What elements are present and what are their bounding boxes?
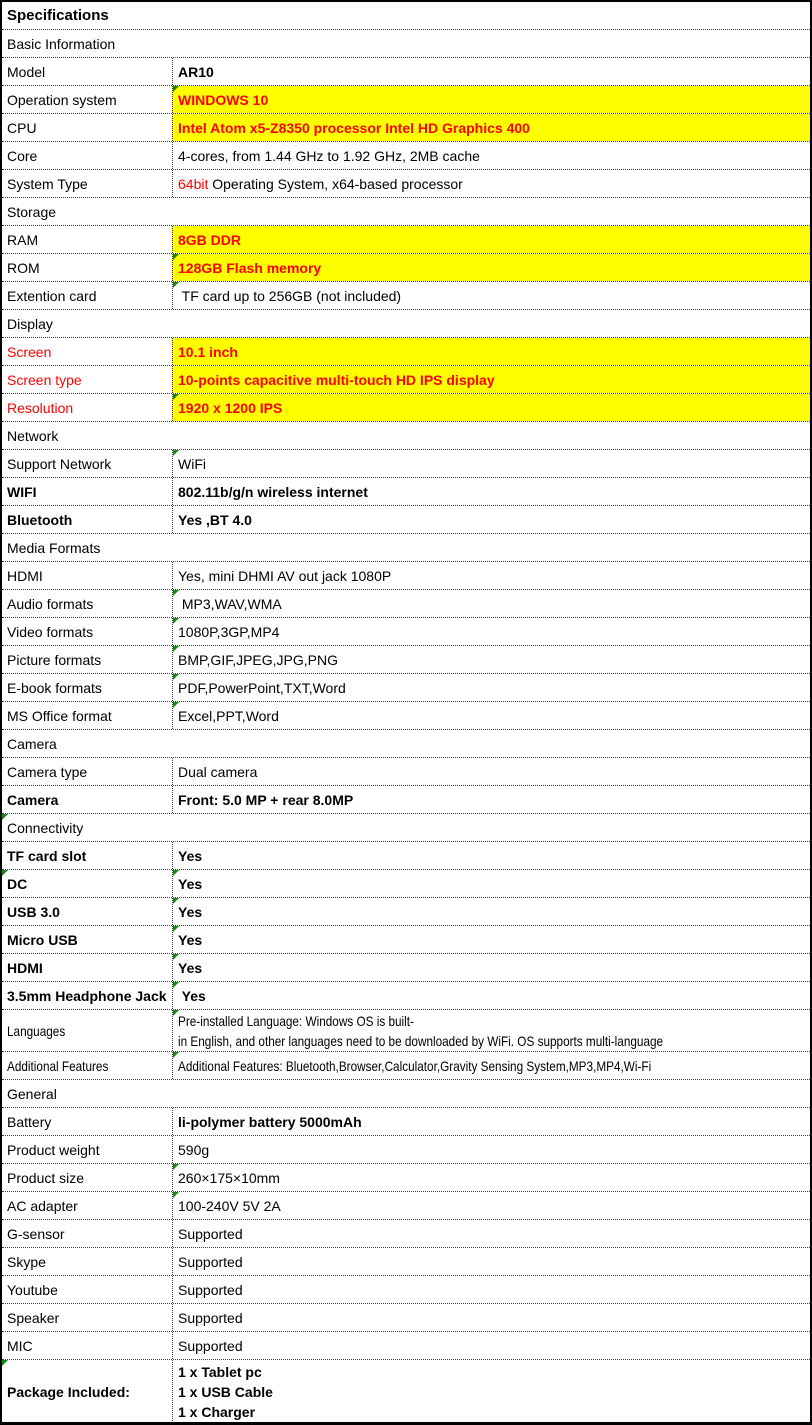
label-text: Camera — [7, 791, 59, 808]
value-text: AR10 — [178, 63, 214, 80]
value-text: 802.11b/g/n wireless internet — [178, 483, 368, 500]
section-row-connectivity — [2, 814, 810, 842]
label-cell-screen — [2, 338, 172, 365]
value-cell-core — [172, 142, 810, 169]
section-row-basic-information — [2, 30, 810, 58]
label-cell-wifi — [2, 478, 172, 505]
label-text: Camera — [7, 735, 57, 752]
label-text: Audio formats — [7, 595, 94, 612]
value-text: TF card up to 256GB (not included) — [178, 287, 402, 304]
label-text: Display — [7, 315, 53, 332]
value-cell-wifi — [172, 478, 810, 505]
label-cell-skype — [2, 1248, 172, 1275]
label-text: Model — [7, 63, 46, 80]
label-cell-audio-formats — [2, 590, 172, 617]
label-text: Resolution — [7, 399, 74, 416]
label-text: Specifications — [7, 7, 109, 24]
value-text: WINDOWS 10 — [178, 91, 269, 108]
value-text: 100-240V 5V 2A — [178, 1197, 281, 1214]
value-text: Pre-installed Language: Windows OS is built- — [178, 1012, 414, 1029]
value-cell-package-included — [172, 1360, 810, 1423]
label-cell-cpu — [2, 114, 172, 141]
value-text: 260×175×10mm — [178, 1169, 280, 1186]
label-text: USB 3.0 — [7, 903, 60, 920]
value-cell-ram — [172, 226, 810, 253]
value-cell-extention-card — [172, 282, 810, 309]
spec-row-languages — [2, 1010, 810, 1052]
spec-row-package-included — [2, 1360, 810, 1424]
value-cell-support-network — [172, 450, 810, 477]
value-text: Supported — [178, 1309, 243, 1326]
label-text: Operation system — [7, 91, 117, 108]
label-cell-screen-type — [2, 366, 172, 393]
label-text: Screen — [7, 343, 52, 360]
label-text: Battery — [7, 1113, 52, 1130]
label-text: MIC — [7, 1337, 33, 1354]
value-text: 128GB Flash memory — [178, 259, 322, 276]
label-text: RAM — [7, 231, 39, 248]
value-text: Supported — [178, 1337, 243, 1354]
value-text: 10-points capacitive multi-touch HD IPS display — [178, 371, 495, 388]
label-text: TF card slot — [7, 847, 87, 864]
value-text-part: 64bit — [178, 175, 209, 192]
value-text-part: Operating System, x64-based processor — [208, 175, 463, 192]
label-text: MS Office format — [7, 707, 112, 724]
label-cell-battery — [2, 1108, 172, 1135]
label-cell-ac-adapter — [2, 1192, 172, 1219]
value-cell-e-book-formats — [172, 674, 810, 701]
value-cell-usb-3-0 — [172, 898, 810, 925]
spec-row-product-size — [2, 1164, 810, 1192]
label-cell-languages — [2, 1010, 172, 1051]
value-text: 10.1 inch — [178, 343, 238, 360]
label-cell-extention-card — [2, 282, 172, 309]
value-cell-speaker — [172, 1304, 810, 1331]
label-cell-g-sensor — [2, 1220, 172, 1247]
section-row-display — [2, 310, 810, 338]
spec-row-video-formats — [2, 618, 810, 646]
label-cell-hdmi — [2, 562, 172, 589]
label-text: Video formats — [7, 623, 94, 640]
value-line — [178, 1402, 255, 1422]
label-cell-rom — [2, 254, 172, 281]
spec-row-g-sensor — [2, 1220, 810, 1248]
value-text: Yes — [178, 959, 203, 976]
spec-row-usb-3-0 — [2, 898, 810, 926]
label-text: Product size — [7, 1169, 85, 1186]
spec-row-screen-type — [2, 366, 810, 394]
label-text: Package Included: — [7, 1383, 130, 1400]
value-text: 4-cores, from 1.44 GHz to 1.92 GHz, 2MB cache — [178, 147, 480, 164]
label-text: Additional Features — [7, 1057, 109, 1074]
label-cell-hdmi — [2, 954, 172, 981]
section-row-media-formats — [2, 534, 810, 562]
label-text: Camera type — [7, 763, 88, 780]
label-cell-dc — [2, 870, 172, 897]
label-text: Speaker — [7, 1309, 60, 1326]
spec-row-system-type — [2, 170, 810, 198]
label-cell-connectivity — [2, 814, 810, 841]
value-cell-g-sensor — [172, 1220, 810, 1247]
value-cell-screen — [172, 338, 810, 365]
label-cell-additional-features — [2, 1052, 172, 1079]
title-row-specifications — [2, 2, 810, 30]
label-text: Languages — [7, 1022, 66, 1039]
label-cell-speaker — [2, 1304, 172, 1331]
spec-row-product-weight — [2, 1136, 810, 1164]
value-text: 1 x Charger — [178, 1403, 256, 1420]
value-line — [178, 1031, 755, 1051]
label-text: Skype — [7, 1253, 46, 1270]
label-cell-camera — [2, 786, 172, 813]
spec-row-ms-office-format — [2, 702, 810, 730]
label-text: Basic Information — [7, 35, 116, 52]
label-cell-youtube — [2, 1276, 172, 1303]
spec-row-3-5mm-headphone-jack — [2, 982, 810, 1010]
value-cell-youtube — [172, 1276, 810, 1303]
value-cell-model — [172, 58, 810, 85]
label-cell-picture-formats — [2, 646, 172, 673]
value-text: BMP,GIF,JPEG,JPG,PNG — [178, 651, 339, 668]
value-cell-3-5mm-headphone-jack — [172, 982, 810, 1009]
label-cell-product-weight — [2, 1136, 172, 1163]
label-cell-mic — [2, 1332, 172, 1359]
spec-row-ac-adapter — [2, 1192, 810, 1220]
spec-row-model — [2, 58, 810, 86]
label-cell-network — [2, 422, 810, 449]
spec-row-operation-system — [2, 86, 810, 114]
value-text: MP3,WAV,WMA — [178, 595, 282, 612]
value-text: Yes — [178, 875, 203, 892]
label-text: Picture formats — [7, 651, 102, 668]
value-cell-camera-type — [172, 758, 810, 785]
value-text: Supported — [178, 1225, 243, 1242]
label-text: ROM — [7, 259, 40, 276]
spec-row-camera-type — [2, 758, 810, 786]
spec-row-ram — [2, 226, 810, 254]
spec-row-battery — [2, 1108, 810, 1136]
value-text: 1 x USB Cable — [178, 1383, 273, 1400]
value-cell-mic — [172, 1332, 810, 1359]
label-text: E-book formats — [7, 679, 102, 696]
value-cell-ac-adapter — [172, 1192, 810, 1219]
spec-row-extention-card — [2, 282, 810, 310]
label-cell-media-formats — [2, 534, 810, 561]
label-cell-model — [2, 58, 172, 85]
label-text: Network — [7, 427, 59, 444]
label-text: CPU — [7, 119, 37, 136]
spec-row-speaker — [2, 1304, 810, 1332]
value-cell-rom — [172, 254, 810, 281]
spec-row-skype — [2, 1248, 810, 1276]
spec-row-wifi — [2, 478, 810, 506]
label-text: General — [7, 1085, 57, 1102]
value-cell-skype — [172, 1248, 810, 1275]
value-text: 8GB DDR — [178, 231, 242, 248]
value-text: li-polymer battery 5000mAh — [178, 1113, 362, 1130]
value-cell-picture-formats — [172, 646, 810, 673]
value-text: Excel,PPT,Word — [178, 707, 279, 724]
value-text: 590g — [178, 1141, 210, 1158]
value-line — [178, 1011, 459, 1031]
label-cell-micro-usb — [2, 926, 172, 953]
spec-row-dc — [2, 870, 810, 898]
label-cell-display — [2, 310, 810, 337]
value-text: Yes, mini DHMI AV out jack 1080P — [178, 567, 392, 584]
value-text: PDF,PowerPoint,TXT,Word — [178, 679, 346, 696]
page-title — [2, 2, 810, 29]
value-cell-product-size — [172, 1164, 810, 1191]
label-cell-support-network — [2, 450, 172, 477]
value-text: 1080P,3GP,MP4 — [178, 623, 280, 640]
label-text: Media Formats — [7, 539, 101, 556]
spec-row-mic — [2, 1332, 810, 1360]
label-cell-basic-information — [2, 30, 810, 57]
spec-row-hdmi — [2, 562, 810, 590]
label-text: HDMI — [7, 959, 43, 976]
label-text: Extention card — [7, 287, 97, 304]
spec-row-youtube — [2, 1276, 810, 1304]
label-cell-video-formats — [2, 618, 172, 645]
label-cell-operation-system — [2, 86, 172, 113]
spec-row-camera — [2, 786, 810, 814]
label-text: DC — [7, 875, 28, 892]
value-cell-ms-office-format — [172, 702, 810, 729]
label-cell-tf-card-slot — [2, 842, 172, 869]
label-cell-package-included — [2, 1360, 172, 1423]
value-cell-hdmi — [172, 954, 810, 981]
label-text: HDMI — [7, 567, 43, 584]
spec-row-bluetooth — [2, 506, 810, 534]
value-cell-dc — [172, 870, 810, 897]
value-text: Yes — [178, 903, 203, 920]
label-text: G-sensor — [7, 1225, 65, 1242]
value-text: Yes — [178, 931, 203, 948]
spec-row-micro-usb — [2, 926, 810, 954]
spec-row-hdmi — [2, 954, 810, 982]
label-cell-storage — [2, 198, 810, 225]
value-text: Intel Atom x5-Z8350 processor Intel HD Graphics 400 — [178, 119, 530, 136]
value-cell-audio-formats — [172, 590, 810, 617]
value-cell-hdmi — [172, 562, 810, 589]
label-text: Core — [7, 147, 38, 164]
value-cell-screen-type — [172, 366, 810, 393]
value-cell-cpu — [172, 114, 810, 141]
value-text: Yes — [178, 847, 203, 864]
label-cell-usb-3-0 — [2, 898, 172, 925]
value-line — [178, 1382, 273, 1402]
value-cell-video-formats — [172, 618, 810, 645]
label-text: Storage — [7, 203, 57, 220]
value-text: Yes ,BT 4.0 — [178, 511, 252, 528]
label-cell-ms-office-format — [2, 702, 172, 729]
label-cell-ram — [2, 226, 172, 253]
value-cell-languages — [172, 1010, 810, 1051]
value-line — [178, 1362, 262, 1382]
value-text: Dual camera — [178, 763, 258, 780]
value-text: 1920 x 1200 IPS — [178, 399, 283, 416]
value-cell-resolution — [172, 394, 810, 421]
label-text: Bluetooth — [7, 511, 73, 528]
section-row-storage — [2, 198, 810, 226]
label-cell-product-size — [2, 1164, 172, 1191]
value-cell-operation-system — [172, 86, 810, 113]
label-cell-general — [2, 1080, 810, 1107]
label-text: AC adapter — [7, 1197, 78, 1214]
spec-row-rom — [2, 254, 810, 282]
label-text: Screen type — [7, 371, 82, 388]
value-text: in English, and other languages need to be downloaded by WiFi. OS supports multi-language — [178, 1032, 664, 1049]
value-cell-system-type — [172, 170, 810, 197]
value-cell-tf-card-slot — [172, 842, 810, 869]
value-cell-additional-features — [172, 1052, 810, 1079]
spec-row-resolution — [2, 394, 810, 422]
value-text: Front: 5.0 MP + rear 8.0MP — [178, 791, 354, 808]
label-cell-core — [2, 142, 172, 169]
label-cell-camera — [2, 730, 810, 757]
spec-row-additional-features — [2, 1052, 810, 1080]
label-cell-resolution — [2, 394, 172, 421]
value-cell-product-weight — [172, 1136, 810, 1163]
spec-row-cpu — [2, 114, 810, 142]
label-cell-3-5mm-headphone-jack — [2, 982, 172, 1009]
label-text: System Type — [7, 175, 88, 192]
value-text: 1 x Tablet pc — [178, 1363, 262, 1380]
label-text: 3.5mm Headphone Jack — [7, 987, 167, 1004]
label-text: WIFI — [7, 483, 37, 500]
value-cell-micro-usb — [172, 926, 810, 953]
value-text: WiFi — [178, 455, 206, 472]
label-cell-e-book-formats — [2, 674, 172, 701]
spec-row-e-book-formats — [2, 674, 810, 702]
spec-row-support-network — [2, 450, 810, 478]
section-row-camera — [2, 730, 810, 758]
spec-row-core — [2, 142, 810, 170]
spec-row-audio-formats — [2, 590, 810, 618]
spec-row-screen — [2, 338, 810, 366]
value-cell-camera — [172, 786, 810, 813]
label-text: Micro USB — [7, 931, 78, 948]
value-text: Supported — [178, 1253, 243, 1270]
value-cell-battery — [172, 1108, 810, 1135]
value-cell-bluetooth — [172, 506, 810, 533]
label-cell-camera-type — [2, 758, 172, 785]
value-text: Supported — [178, 1281, 243, 1298]
spec-row-picture-formats — [2, 646, 810, 674]
label-text: Product weight — [7, 1141, 100, 1158]
label-text: Support Network — [7, 455, 112, 472]
section-row-network — [2, 422, 810, 450]
label-cell-system-type — [2, 170, 172, 197]
label-cell-bluetooth — [2, 506, 172, 533]
section-row-general — [2, 1080, 810, 1108]
value-text: Additional Features: Bluetooth,Browser,Calculator,Gravity Sensing System,MP3,MP4,Wi-Fi — [178, 1057, 652, 1074]
label-text: Youtube — [7, 1281, 58, 1298]
label-text: Connectivity — [7, 819, 84, 836]
value-text: Yes — [178, 987, 206, 1004]
spec-row-tf-card-slot — [2, 842, 810, 870]
